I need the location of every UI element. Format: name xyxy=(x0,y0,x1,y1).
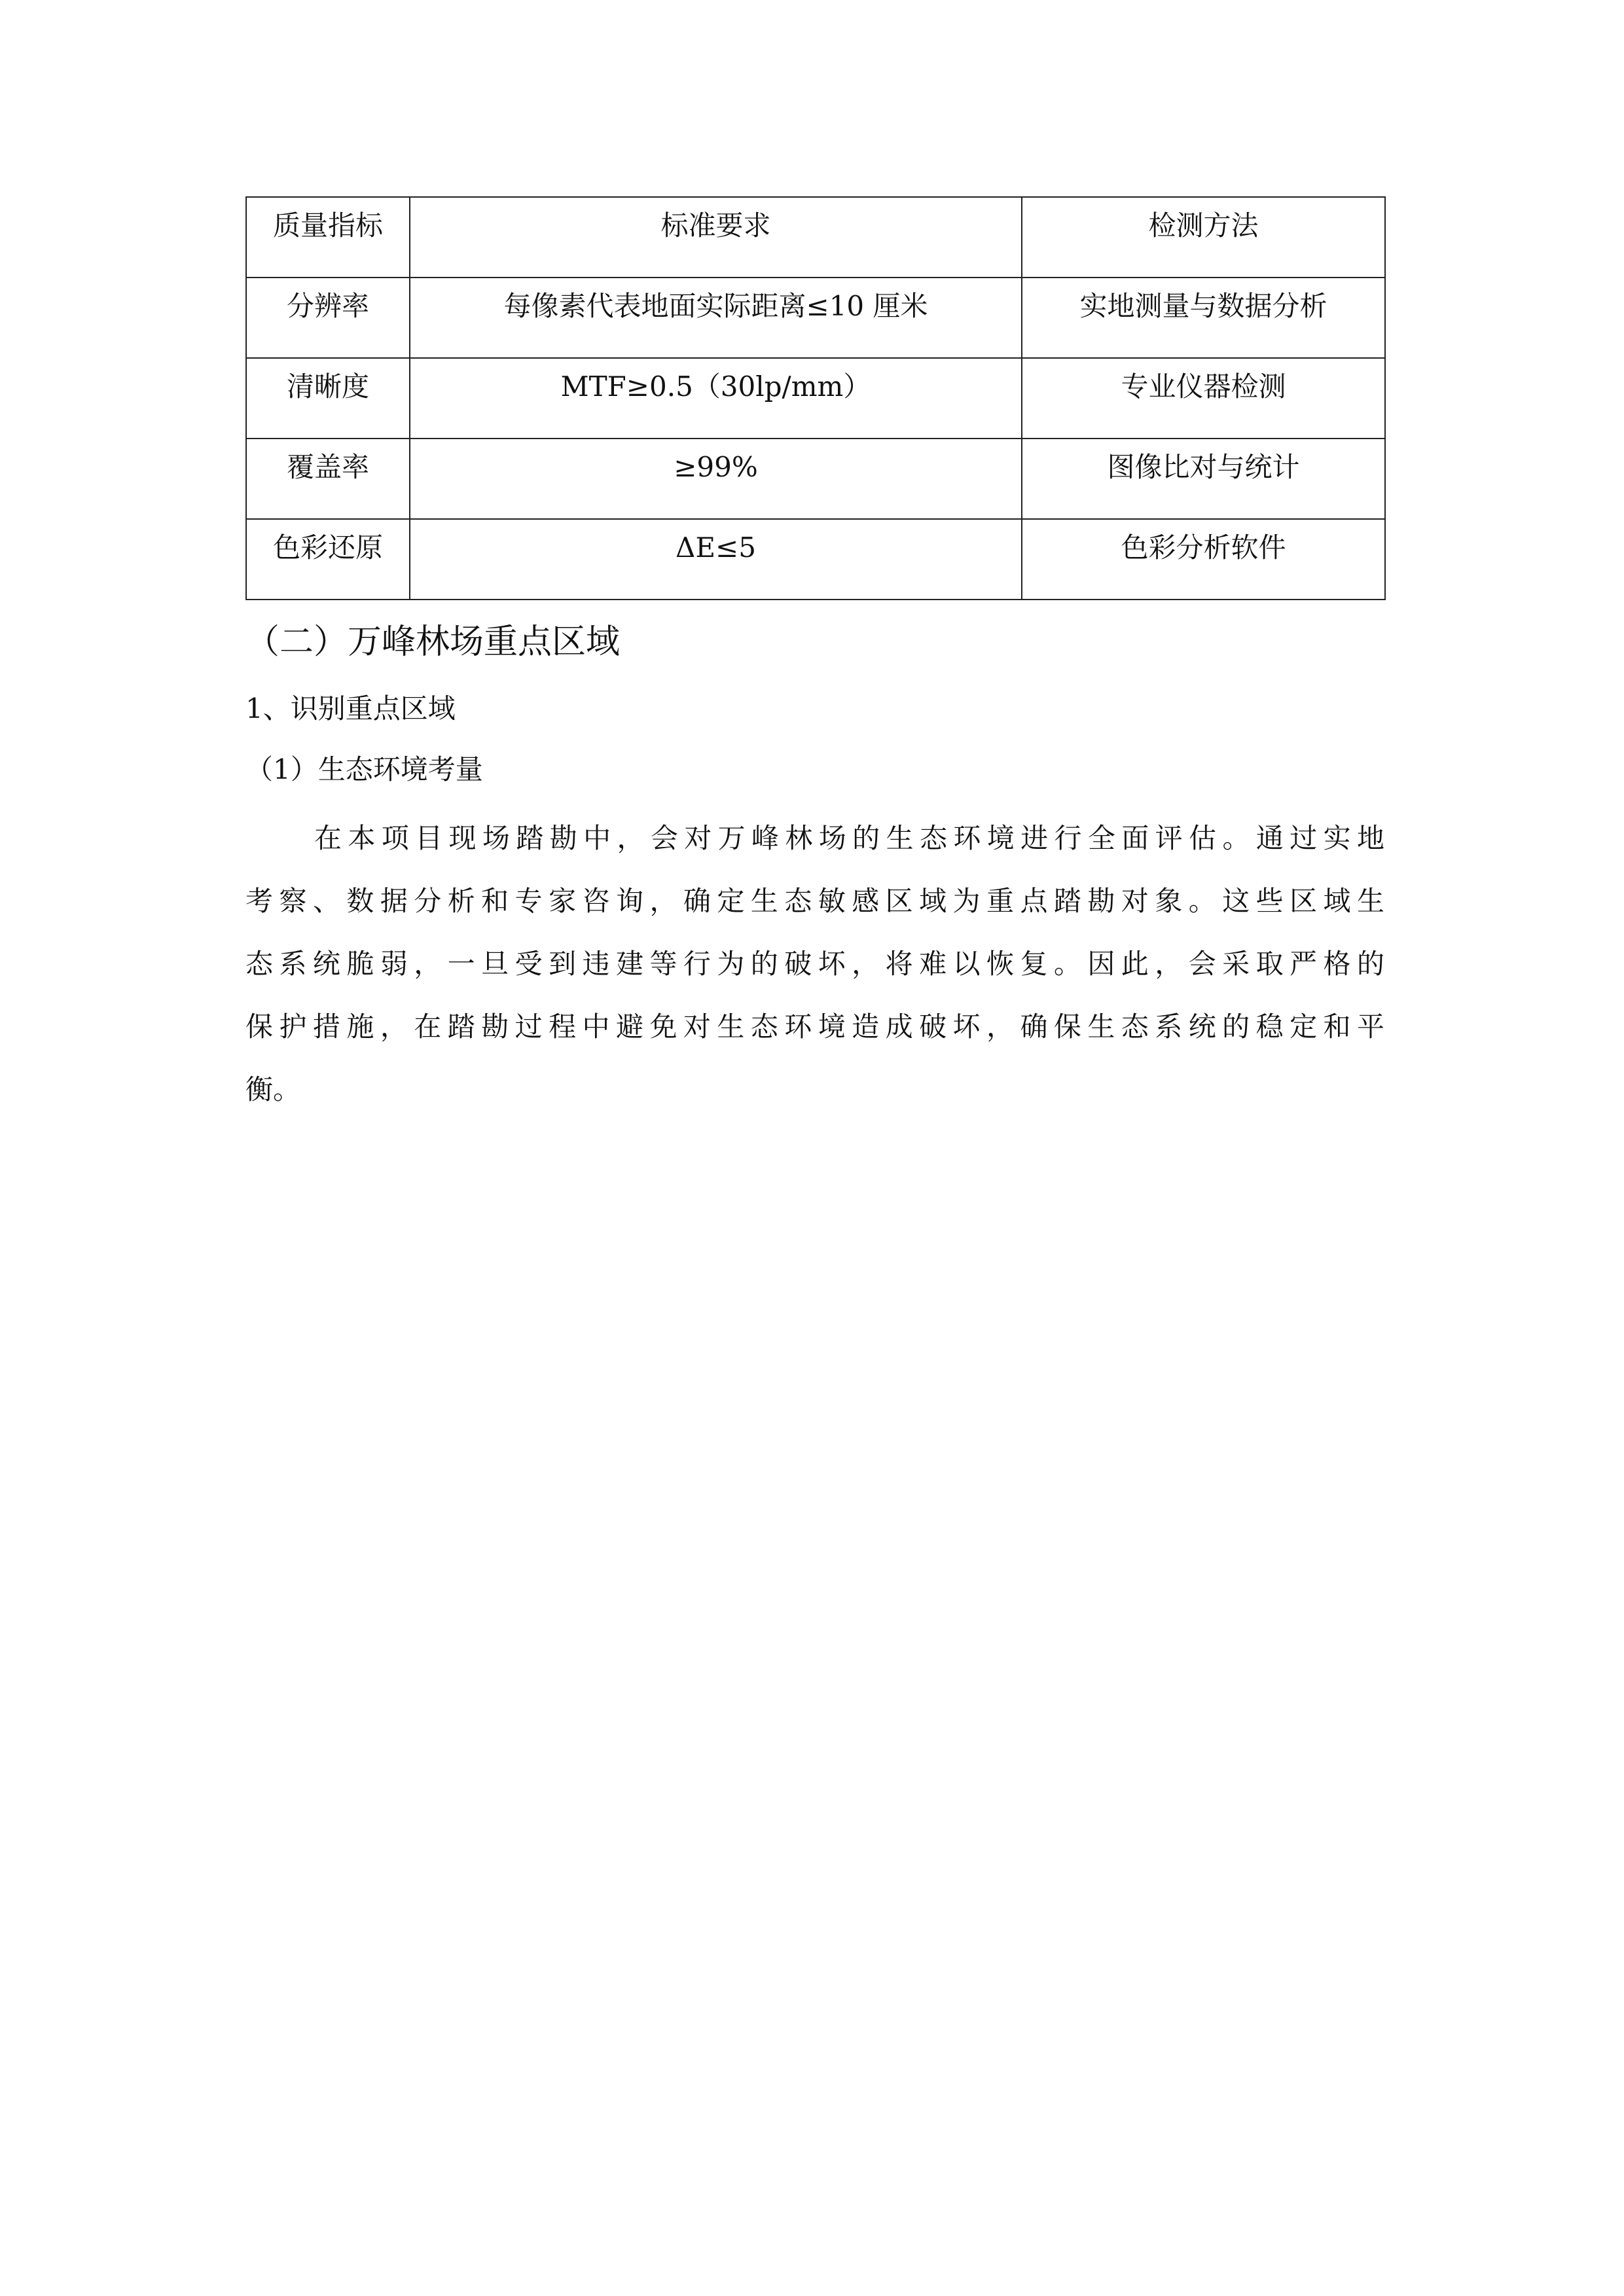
paragraph-line: 保护措施，在踏勘过程中避免对生态环境造成破坏，确保生态系统的稳定和平 xyxy=(245,1011,1384,1043)
paragraph-line: 衡。 xyxy=(245,1073,301,1105)
paragraph-line: 考察、数据分析和专家咨询，确定生态敏感区域为重点踏勘对象。这些区域生 xyxy=(245,885,1384,917)
section-heading: （二）万峰林场重点区域 xyxy=(245,622,621,662)
item-heading: （1）生态环境考量 xyxy=(245,753,483,785)
subsection-heading: 1、识别重点区域 xyxy=(245,692,456,725)
table-cell: 色彩还原 xyxy=(246,519,410,600)
table-cell: 专业仪器检测 xyxy=(1022,358,1385,439)
table-cell: 色彩分析软件 xyxy=(1022,519,1385,600)
table-header-cell: 检测方法 xyxy=(1022,197,1385,278)
table-cell: MTF≥0.5（30lp/mm） xyxy=(410,358,1022,439)
table-header-row xyxy=(246,197,1385,278)
table-cell: ≥99% xyxy=(410,439,1022,519)
table-cell: 每像素代表地面实际距离≤10 厘米 xyxy=(410,278,1022,358)
table-cell: 覆盖率 xyxy=(246,439,410,519)
table-row xyxy=(246,278,1385,358)
paragraph-line: 态系统脆弱，一旦受到违建等行为的破坏，将难以恢复。因此，会采取严格的 xyxy=(245,948,1384,980)
table-cell: 分辨率 xyxy=(246,278,410,358)
table-header-cell: 质量指标 xyxy=(246,197,410,278)
table-cell: 实地测量与数据分析 xyxy=(1022,278,1385,358)
table-cell: ΔE≤5 xyxy=(410,519,1022,600)
table-cell: 清晰度 xyxy=(246,358,410,439)
body-paragraph xyxy=(245,807,1384,1121)
table-row xyxy=(246,439,1385,519)
table-cell: 图像比对与统计 xyxy=(1022,439,1385,519)
table-row xyxy=(246,519,1385,600)
table-row xyxy=(246,358,1385,439)
quality-standards-table xyxy=(245,196,1386,600)
table-header-cell: 标准要求 xyxy=(410,197,1022,278)
paragraph-line: 在本项目现场踏勘中，会对万峰林场的生态环境进行全面评估。通过实地 xyxy=(314,822,1384,854)
